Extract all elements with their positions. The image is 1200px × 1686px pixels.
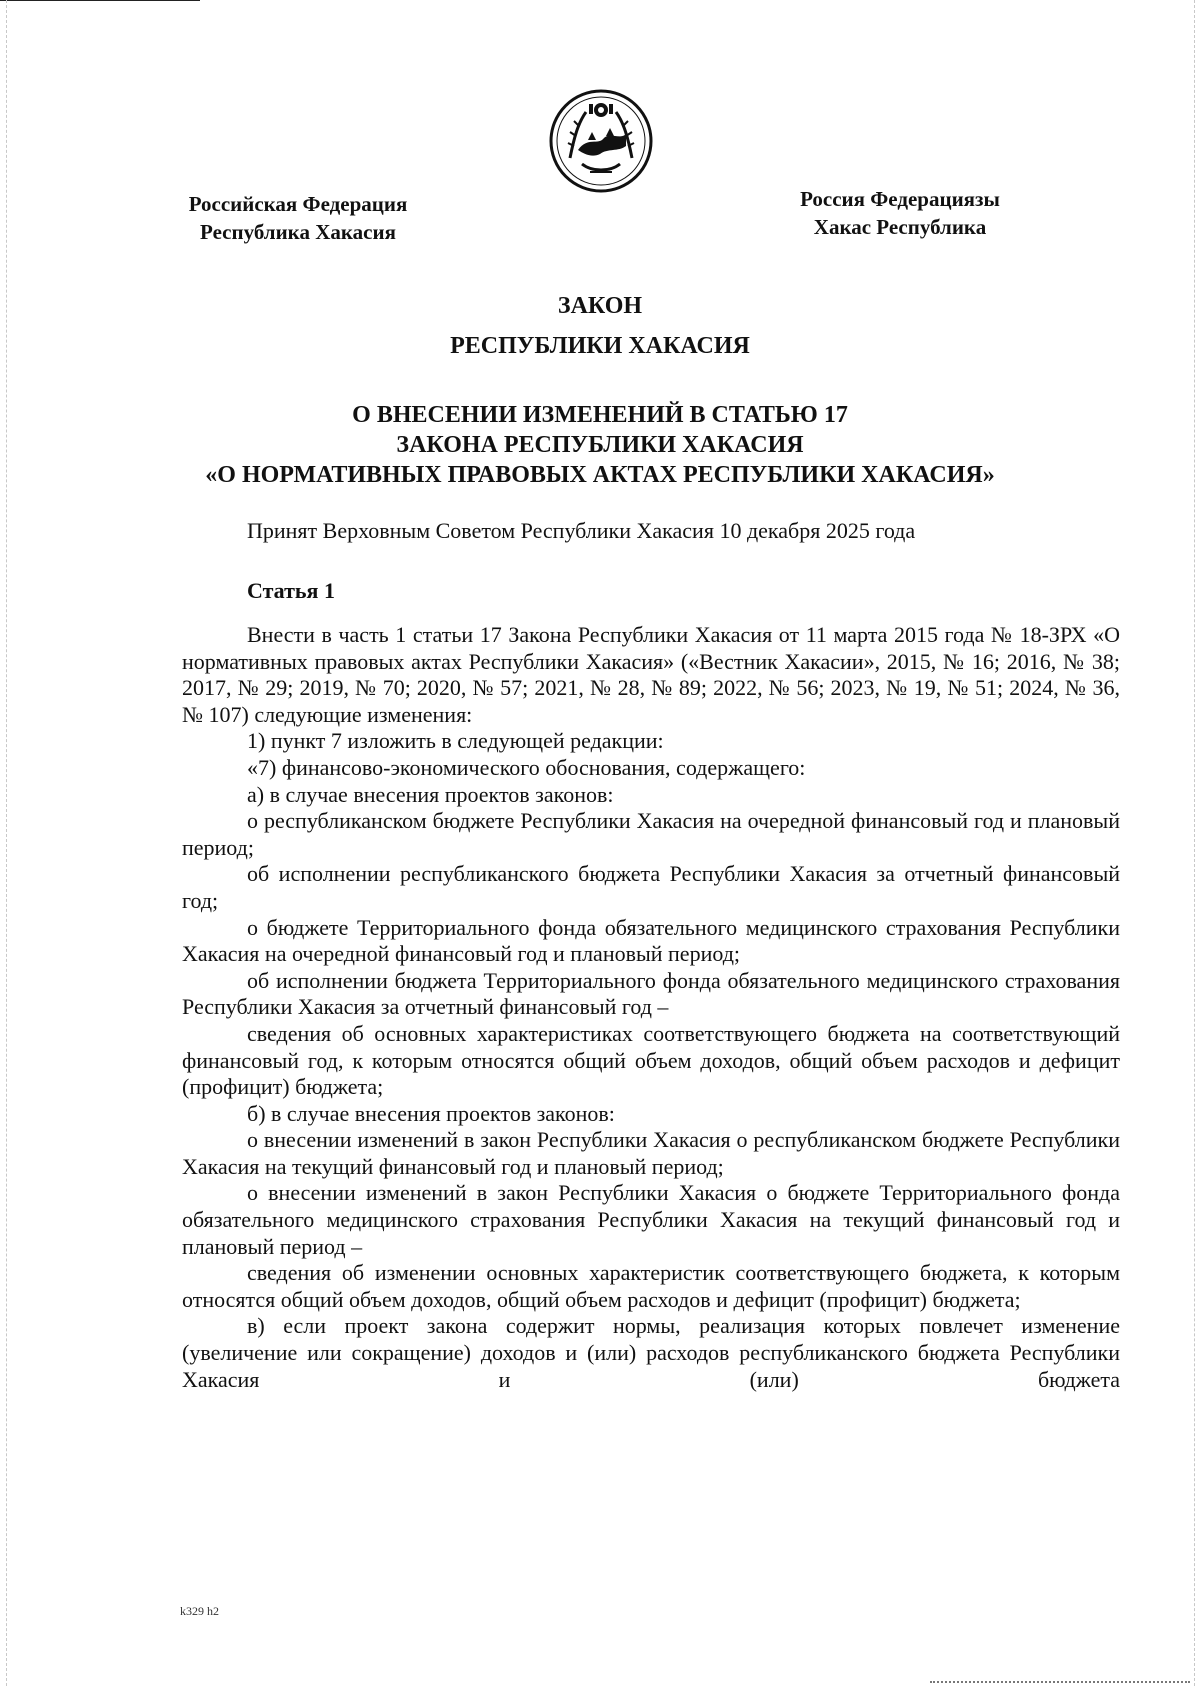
body-paragraph: о республиканском бюджете Республики Хакасия на очередной финансовый год и плановый период; <box>182 808 1120 860</box>
body-paragraph: Внести в часть 1 статьи 17 Закона Республики Хакасия от 11 марта 2015 года № 18-ЗРХ «О нормативных правовых актах Республики Хакасия» («Вестник Хакасии», 2015, № 16; 2016, № 38; 2017, № 29; 2019, № 70; 2020, № 57; 2021, № 28, № 89; 2022, № 56; 2023, № 19, № 51; 2024, № 36, № 107) следующие изменения: <box>182 622 1120 727</box>
body-paragraph: о бюджете Территориального фонда обязательного медицинского страхования Республики Хакасия на очередной финансовый год и плановый период; <box>182 914 1120 967</box>
subject-line: О ВНЕСЕНИИ ИЗМЕНЕНИЙ В СТАТЬЮ 17 <box>352 402 848 428</box>
article-body <box>182 622 1120 1393</box>
coat-of-arms-emblem <box>548 88 654 194</box>
scan-edge <box>6 0 8 1686</box>
header-left-republic: Республика Хакасия <box>200 220 396 244</box>
article-heading: Статья 1 <box>247 578 335 603</box>
adoption-note: Принят Верховным Советом Республики Хакасия 10 декабря 2025 года <box>247 518 916 543</box>
body-paragraph: сведения об изменении основных характеристик соответствующего бюджета, к которым относятся общий объем доходов, общий объем расходов и дефицит (профицит) бюджета; <box>182 1260 1120 1312</box>
scan-edge <box>930 1681 1190 1685</box>
body-paragraph: а) в случае внесения проектов законов: <box>247 781 614 807</box>
body-paragraph: о внесении изменений в закон Республики Хакасия о республиканском бюджете Республики Хакасия на текущий финансовый год и плановый период; <box>182 1127 1120 1179</box>
document-title: ЗАКОН <box>557 293 643 319</box>
scan-edge <box>1194 0 1196 1686</box>
body-paragraph: об исполнении республиканского бюджета Республики Хакасия за отчетный финансовый год; <box>182 861 1120 913</box>
header-right-country: Россия Федерациязы <box>800 187 1000 211</box>
body-paragraph: 1) пункт 7 изложить в следующей редакции: <box>247 728 664 754</box>
document-title-republic: РЕСПУБЛИКИ ХАКАСИЯ <box>450 333 750 359</box>
document-code: k329 h2 <box>180 1604 219 1618</box>
header-right <box>750 185 1050 241</box>
body-paragraph: «7) финансово-экономического обоснования, содержащего: <box>247 754 806 780</box>
subject-line: «О НОРМАТИВНЫХ ПРАВОВЫХ АКТАХ РЕСПУБЛИКИ ХАКАСИЯ» <box>205 462 995 488</box>
header-left <box>158 190 438 246</box>
header-right-republic: Хакас Республика <box>813 215 987 239</box>
scan-edge <box>0 0 200 1</box>
body-paragraph: о внесении изменений в закон Республики Хакасия о бюджете Территориального фонда обязательного медицинского страхования Республики Хакасия на текущий финансовый год и плановый период – <box>182 1180 1120 1259</box>
header-left-country: Российская Федерация <box>188 192 408 216</box>
body-paragraph: сведения об основных характеристиках соответствующего бюджета на соответствующий финансовый год, к которым относятся общий объем доходов, общий объем расходов и дефицит (профицит) бюджета; <box>182 1020 1120 1100</box>
subject-line: ЗАКОНА РЕСПУБЛИКИ ХАКАСИЯ <box>396 432 804 458</box>
body-paragraph: в) если проект закона содержит нормы, реализация которых повлечет изменение (увеличение или сокращение) доходов и (или) расходов республиканского бюджета Республики Хакасия и (или) бюджета <box>182 1313 1120 1392</box>
body-paragraph: б) в случае внесения проектов законов: <box>247 1100 615 1126</box>
body-paragraph: об исполнении бюджета Территориального фонда обязательного медицинского страхования Республики Хакасия за отчетный финансовый год – <box>182 967 1120 1020</box>
